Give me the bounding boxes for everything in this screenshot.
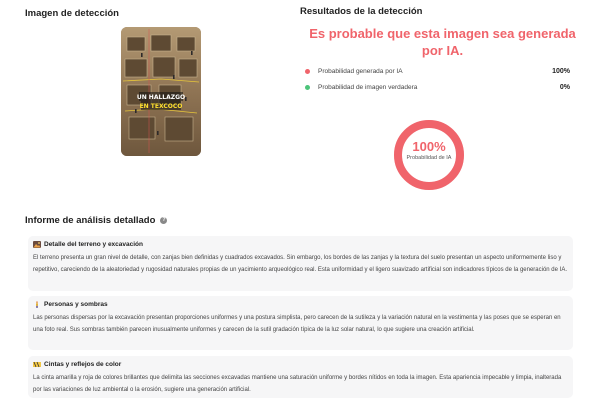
green-dot-icon: [305, 85, 310, 90]
overlay-text-2: EN TEXCOCO: [139, 103, 183, 110]
analysis-card-people: [28, 296, 573, 350]
results-title: Resultados de la detección: [300, 6, 423, 17]
overlay-text-1: UN HALLAZGO: [136, 94, 186, 101]
card-body: Las personas dispersas por la excavación presentan proporciones uniformes y una postura simplista, pero carecen de la sutileza y la variación natural en la vestimenta y las poses que se esperan en una foto real. Sus sombras también parecen inusualmente uniformes y carecen de la sutil gradación típica de la luz solar natural, lo que sugiere una creación artificial.: [33, 315, 561, 333]
gauge-caption: Probabilidad de IA: [406, 155, 452, 161]
image-panel-title: Imagen de detección: [25, 8, 119, 19]
ai-probability-row: [305, 65, 570, 77]
real-probability-label: Probabilidad de imagen verdadera: [318, 83, 418, 91]
real-probability-row: [305, 81, 570, 93]
card-title: Personas y sombras: [44, 301, 108, 308]
card-title: Cintas y reflejos de color: [44, 361, 122, 368]
gauge-percentage: 100%: [412, 139, 446, 154]
report-title: Informe de análisis detallado: [25, 215, 156, 226]
tape-icon: [33, 361, 41, 368]
report-heading: [25, 215, 167, 226]
landscape-photo-icon: [33, 241, 41, 248]
red-dot-icon: [305, 69, 310, 74]
question-circle-icon[interactable]: ?: [162, 217, 166, 223]
ai-probability-label: Probabilidad generada por IA: [318, 67, 403, 75]
analysis-card-tapes: [28, 356, 573, 398]
card-body: El terreno presenta un gran nivel de detalle, con zanjas bien definidas y cuadrados excavados. Sin embargo, los bordes de las zanjas y la textura del suelo presentan un aspecto uniformemente liso y repetitivo, careciendo de la aleatoriedad y rugosidad naturales propias de un yacimiento arqueológico real. Esta uniformidad y el ligero suavizado artificial son indicadores típicos de la generación de IA.: [33, 255, 567, 273]
ai-probability-value: 100%: [552, 67, 570, 75]
analysis-card-terrain: [28, 236, 573, 291]
card-title: Detalle del terreno y excavación: [44, 241, 143, 248]
person-standing-icon: [33, 301, 41, 308]
uploaded-image-thumbnail[interactable]: [121, 27, 201, 156]
card-body: La cinta amarilla y roja de colores brillantes que delimita las secciones excavadas mantiene una saturación uniforme y bordes nítidos en toda la imagen. Esta apariencia impecable y limpia, inalterada por las variaciones de luz ambiental o la erosión, sugiere una generación artificial.: [33, 375, 562, 393]
verdict-text: Es probable que esta imagen sea generada por IA.: [309, 26, 576, 58]
real-probability-value: 0%: [559, 83, 570, 91]
excavation-photo: [121, 27, 201, 156]
gauge-label: [394, 140, 464, 161]
